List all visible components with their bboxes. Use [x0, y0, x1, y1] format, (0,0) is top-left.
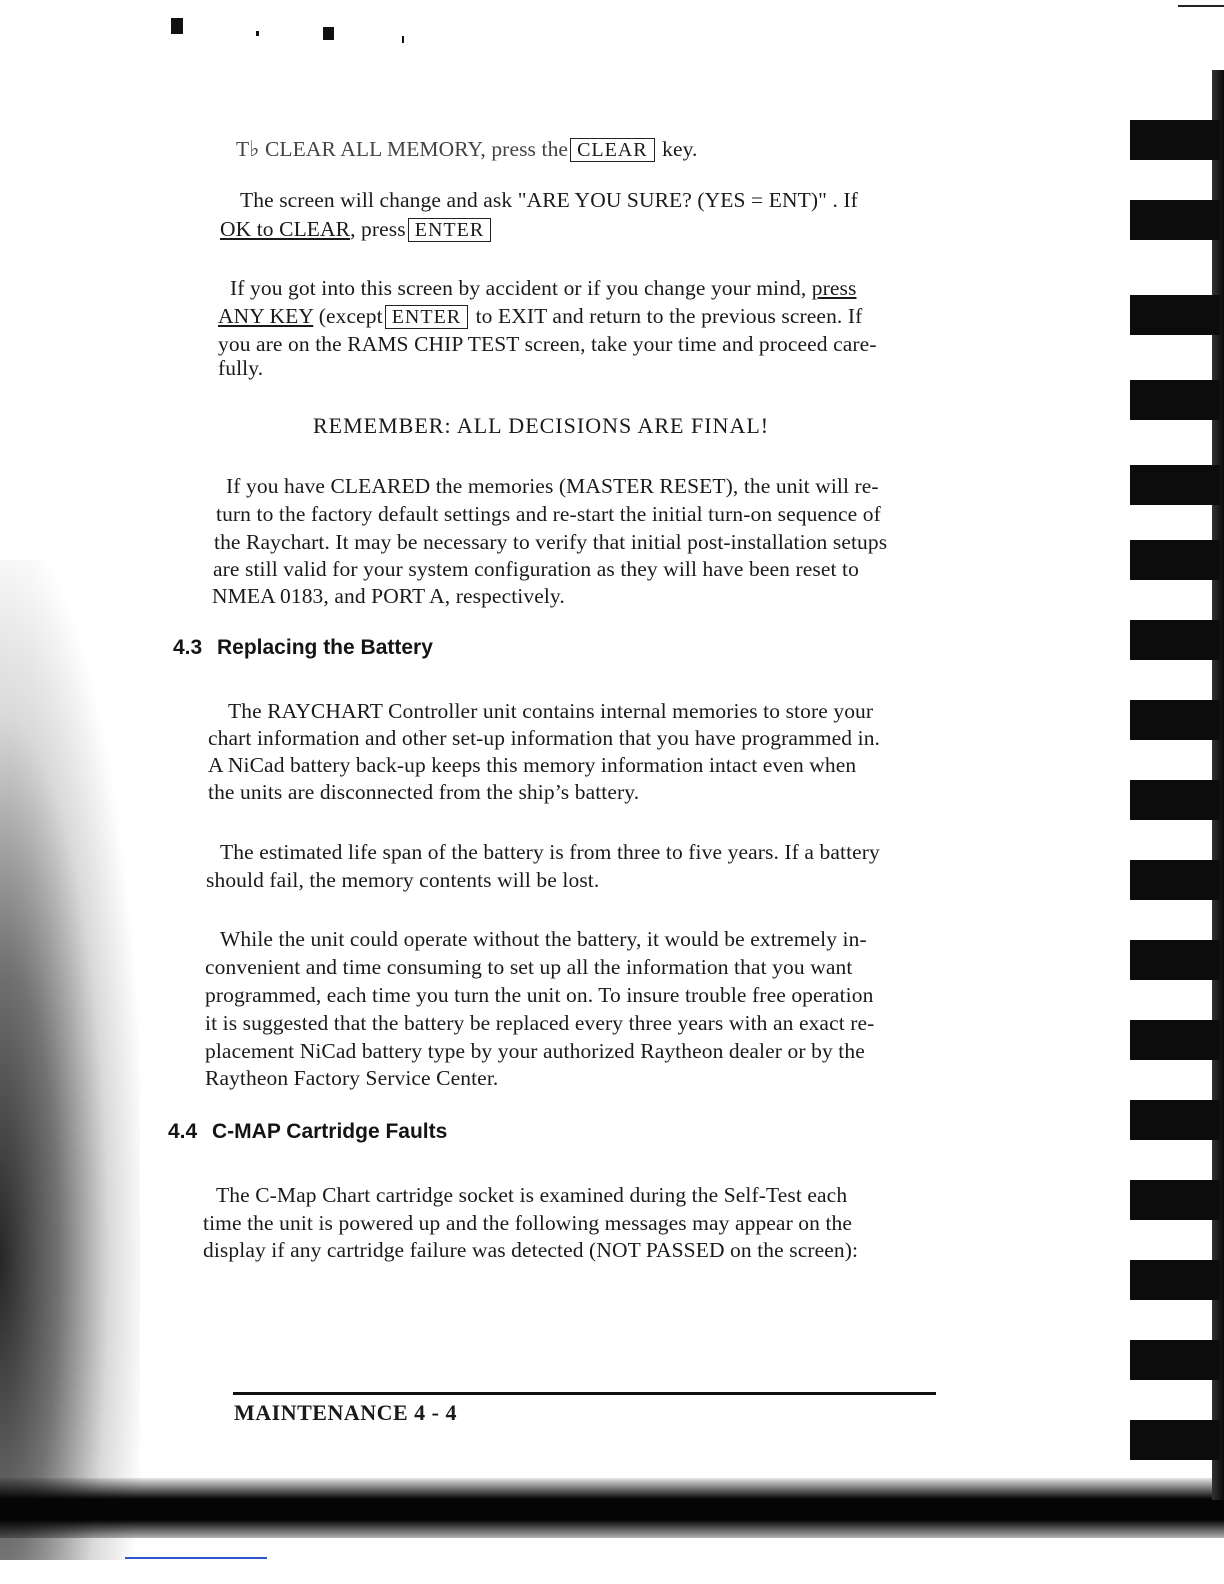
binding-tab	[1130, 380, 1220, 420]
p7-line: time the unit is powered up and the following messages may appear on the	[203, 1211, 853, 1235]
enter-key: ENTER	[408, 218, 491, 242]
p2-line1: If you got into this screen by accident or if you change your mind, press	[230, 276, 857, 300]
binding-tab	[1130, 860, 1220, 900]
scan-blue-line	[125, 1557, 267, 1559]
binding-tab	[1130, 780, 1220, 820]
remember-callout: REMEMBER: ALL DECISIONS ARE FINAL!	[313, 413, 770, 438]
p5-line: The estimated life span of the battery is from three to five years. If a battery	[220, 840, 880, 864]
p4-line: chart information and other set-up information that you have programmed in.	[208, 726, 881, 750]
p2-line2: ANY KEY (except ENTER to EXIT and return to the previous screen. If	[218, 304, 863, 328]
binding-tab	[1130, 1180, 1220, 1220]
p5-line: should fail, the memory contents will be lost.	[206, 868, 600, 892]
p1-line1: T♭ CLEAR ALL MEMORY, press the CLEAR key.	[236, 137, 698, 161]
scan-mark	[402, 36, 404, 43]
page-footer: MAINTENANCE 4 - 4	[234, 1400, 457, 1425]
binding-tab	[1130, 540, 1220, 580]
p2-line4: fully.	[218, 356, 264, 380]
binding-tab	[1130, 1420, 1220, 1460]
p6-line: placement NiCad battery type by your authorized Raytheon dealer or by the	[205, 1039, 865, 1063]
p2-line3: you are on the RAMS CHIP TEST screen, take your time and proceed care-	[218, 332, 877, 356]
p1-line3: OK to CLEAR, press ENTER	[220, 217, 493, 242]
binding-tab	[1130, 1020, 1220, 1060]
scan-mark	[256, 31, 259, 36]
clear-key: CLEAR	[570, 138, 655, 162]
p4-line: A NiCad battery back-up keeps this memory information intact even when	[208, 753, 857, 777]
p3-line: are still valid for your system configuration as they will have been reset to	[213, 557, 859, 581]
p6-line: While the unit could operate without the battery, it would be extremely in-	[220, 927, 867, 951]
section-heading-4-4: 4.4 C-MAP Cartridge Faults	[168, 1120, 448, 1143]
p6-line: convenient and time consuming to set up all the information that you want	[205, 955, 853, 979]
binding-tab	[1130, 620, 1220, 660]
p7-line: display if any cartridge failure was detected (NOT PASSED on the screen):	[203, 1238, 859, 1262]
scan-line	[1178, 5, 1224, 7]
binding-tab	[1130, 940, 1220, 980]
binding-tab	[1130, 295, 1220, 335]
p1-line2: The screen will change and ask "ARE YOU SURE? (YES = ENT)" . If	[240, 188, 858, 212]
p6-line: it is suggested that the battery be replaced every three years with an exact re-	[205, 1011, 875, 1035]
p3-line: the Raychart. It may be necessary to verify that initial post-installation setups	[214, 530, 888, 554]
p3-line: NMEA 0183, and PORT A, respectively.	[212, 584, 565, 608]
p4-line: The RAYCHART Controller unit contains internal memories to store your	[228, 699, 874, 723]
spiral-binding	[1094, 70, 1224, 1500]
scan-mark	[171, 18, 183, 34]
binding-tab	[1130, 200, 1220, 240]
p6-line: Raytheon Factory Service Center.	[205, 1066, 499, 1090]
binding-tab	[1130, 1340, 1220, 1380]
p7-line: The C-Map Chart cartridge socket is examined during the Self-Test each	[216, 1183, 848, 1207]
p3-line: If you have CLEARED the memories (MASTER RESET), the unit will re-	[226, 474, 879, 498]
binding-tab	[1130, 700, 1220, 740]
scan-bottom-band	[0, 1478, 1224, 1538]
footer-rule	[233, 1392, 936, 1395]
binding-tab	[1130, 120, 1220, 160]
section-heading-4-3: 4.3 Replacing the Battery	[173, 636, 433, 659]
p4-line: the units are disconnected from the ship’s battery.	[208, 780, 640, 804]
binding-tab	[1130, 465, 1220, 505]
scan-mark	[323, 27, 334, 40]
p6-line: programmed, each time you turn the unit on. To insure trouble free operation	[205, 983, 874, 1007]
p3-line: turn to the factory default settings and re-start the initial turn-on sequence of	[216, 502, 881, 526]
binding-tab	[1130, 1100, 1220, 1140]
enter-key: ENTER	[385, 305, 468, 329]
binding-tab	[1130, 1260, 1220, 1300]
scan-shadow	[0, 560, 140, 1560]
